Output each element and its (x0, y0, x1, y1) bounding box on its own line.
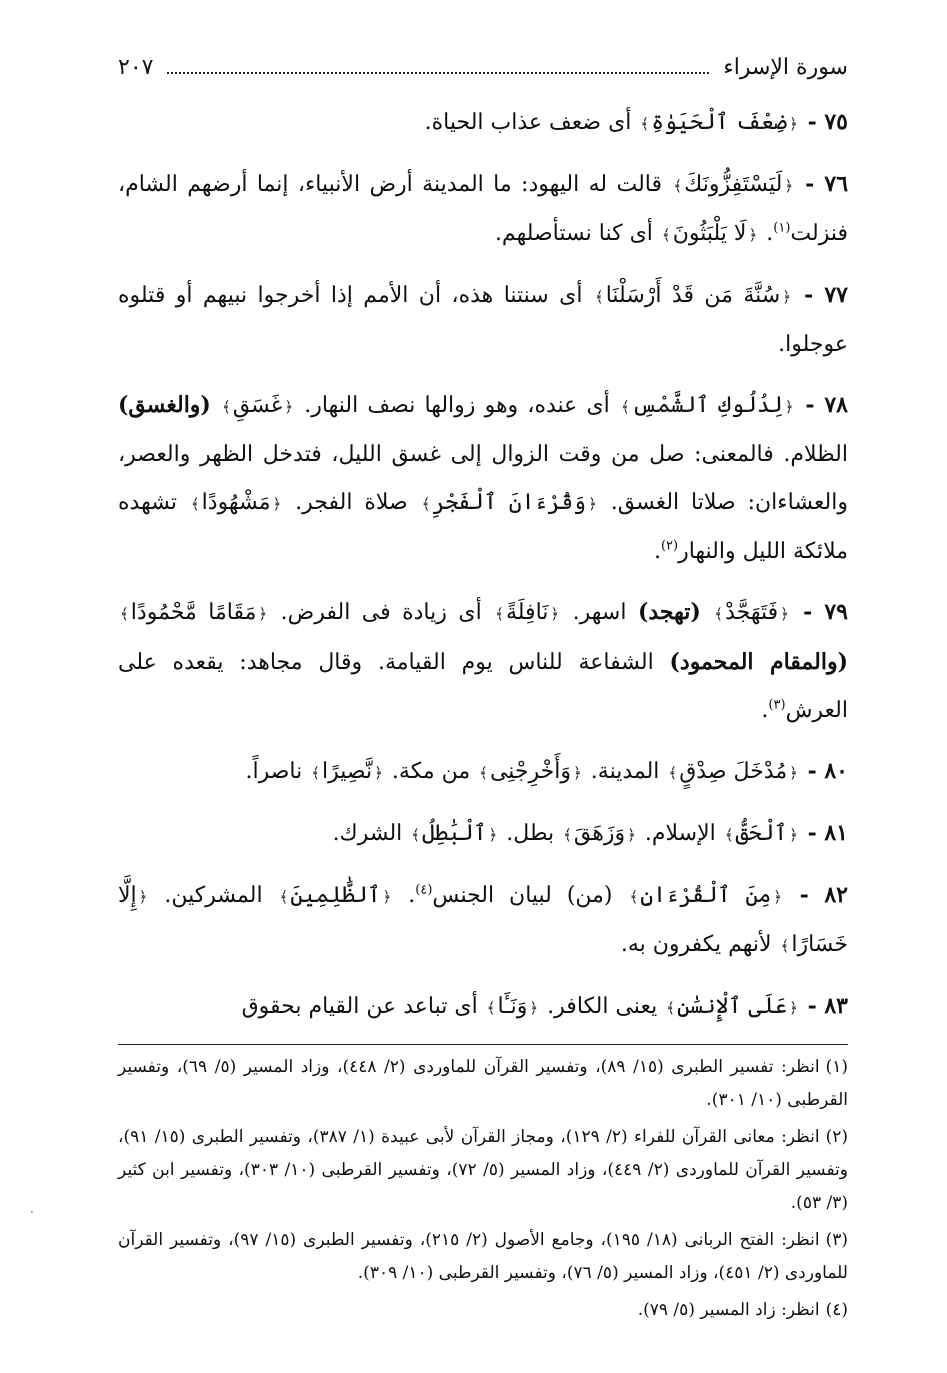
footnote-number: (٣) (825, 1230, 848, 1250)
entry-text: لأنهم يكفرون به. (620, 932, 779, 957)
ornate-bracket-close: ﴾ (411, 826, 421, 844)
ornate-bracket-open: ﴿ (382, 888, 392, 906)
entry-text (701, 600, 712, 625)
quran-quote (619, 393, 796, 418)
entry-80 (118, 747, 848, 797)
quran-quote (220, 393, 295, 418)
ornate-bracket-open: ﴿ (588, 495, 597, 513)
quran-quote (420, 490, 599, 515)
quran-text: عَلَى ٱلْإِنسَٰنِ (676, 994, 788, 1019)
quran-text: وَنَـَٔا (497, 994, 528, 1019)
quran-quote (638, 110, 800, 135)
book-page (118, 48, 848, 1331)
quran-text: نَافِلَةً (505, 600, 549, 625)
entry-text: الإسلام. (637, 821, 723, 846)
surah-title: سورة الإسراء (723, 55, 848, 80)
entry-76 (118, 160, 848, 259)
quran-quote (189, 490, 283, 515)
quran-quote (493, 600, 561, 625)
ornate-bracket-close: ﴾ (421, 495, 431, 513)
entry-text: أى تباعد عن القيام بحقوق (241, 994, 485, 1019)
quran-quote (593, 283, 793, 308)
ornate-bracket-open: ﴿ (784, 177, 794, 195)
quran-quote (485, 994, 541, 1019)
ornate-bracket-open: ﴿ (780, 605, 789, 623)
entry-number: ٧٦ - (795, 171, 849, 197)
quran-text: لِدُلُوكِ ٱلشَّمْسِ (631, 393, 783, 418)
page-number: ٢٠٧ (118, 55, 154, 80)
quran-quote (409, 821, 499, 846)
entry-78 (118, 381, 848, 576)
ornate-bracket-open: ﴿ (773, 888, 783, 906)
entry-number: ٨٠ - (799, 758, 848, 784)
ornate-bracket-open: ﴿ (748, 226, 758, 244)
entry-number: ٧٨ - (795, 392, 848, 418)
quran-quote (627, 883, 784, 908)
quran-quote (671, 172, 795, 197)
footnotes-section (118, 1051, 848, 1327)
quran-text: سُنَّةَ مَن قَدْ أَرْسَلْنَا (605, 283, 781, 308)
quran-text: ٱلْبَٰطِلُ (422, 821, 487, 846)
entry-79 (118, 588, 848, 735)
footnote-text: انظر: تفسير الطبرى (١٥/ ٨٩)، وتفسير القرآن للماوردى (٢/ ٤٤٨)، وزاد المسير (٥/ ٦٩)، وتفسير القرطبى (١٠/ ٣٠١). (118, 1057, 848, 1110)
ornate-bracket-open: ﴿ (789, 764, 798, 782)
entry-text: المدينة. (583, 759, 667, 784)
commentary-entries (118, 98, 848, 1032)
entry-text: اسهر. (561, 600, 638, 625)
ornate-bracket-close: ﴾ (495, 605, 504, 623)
entry-text: . (393, 883, 416, 908)
ornate-bracket-close: ﴾ (629, 888, 639, 906)
ornate-bracket-open: ﴿ (789, 999, 798, 1017)
page-header (118, 48, 848, 88)
entry-83 (118, 982, 848, 1032)
bold-term: (تهجد) (637, 599, 701, 625)
footnote-text: انظر: زاد المسير (٥/ ٧٩). (637, 1300, 820, 1320)
ornate-bracket-open: ﴿ (784, 398, 794, 416)
ornate-bracket-close: ﴾ (668, 764, 678, 782)
entry-text: أى سنتنا هذه، أن الأمم إذا أخرجوا نبيهم أو قتلوه عوجلوا. (118, 283, 848, 357)
entry-text (211, 393, 220, 418)
quran-text: ضِعْفَ ٱلْحَيَوٰةِ (651, 110, 788, 135)
footnote-ref: (١) (773, 220, 791, 236)
quran-quote (666, 759, 799, 784)
quran-quote (309, 759, 385, 784)
entry-text: صلاة الفجر. (283, 490, 420, 515)
footnote-number: (٢) (825, 1127, 849, 1147)
quran-quote (664, 994, 800, 1019)
ornate-bracket-open: ﴿ (258, 605, 268, 623)
ornate-bracket-open: ﴿ (782, 288, 792, 306)
quran-text: لَا يَلْبَثُونَ (672, 221, 747, 246)
quran-text: لَيَسْتَفِزُّونَكَ (684, 172, 783, 197)
margin-mark: · (30, 1205, 34, 1219)
quran-quote (477, 759, 584, 784)
ornate-bracket-close: ﴾ (594, 288, 604, 306)
entry-text: بطل. (499, 821, 562, 846)
ornate-bracket-open: ﴿ (284, 398, 294, 416)
ornate-bracket-close: ﴾ (479, 764, 488, 782)
quran-text: مَشْهُودًا (201, 490, 271, 515)
entry-text: الظلام. فالمعنى: صل من وقت الزوال إلى غسق الليل، فتدخل الظهر والعصر، والعشاءان: صلاتا الغسق. (118, 442, 848, 515)
quran-quote (712, 600, 791, 625)
ornate-bracket-close: ﴾ (222, 398, 231, 416)
entry-number: ٨١ - (799, 820, 848, 846)
ornate-bracket-close: ﴾ (620, 398, 630, 416)
entry-text: أى ضعف عذاب الحياة. (424, 110, 639, 135)
entry-text: يعنى الكافر. (540, 994, 665, 1019)
quran-text: وَأَخْرِجْنِى (489, 759, 571, 784)
entry-number: ٧٥ - (799, 109, 848, 135)
ornate-bracket-close: ﴾ (120, 605, 129, 623)
footnote-4 (118, 1294, 848, 1327)
footnote-3 (118, 1224, 848, 1290)
entry-text: المشركين. (149, 883, 278, 908)
ornate-bracket-open: ﴿ (272, 495, 282, 513)
entry-text: أى كنا نستأصلهم. (494, 221, 660, 246)
ornate-bracket-open: ﴿ (374, 764, 383, 782)
entry-81 (118, 809, 848, 859)
entry-text: (من) لبيان الجنس (432, 883, 628, 908)
quran-text: وَقُرْءَانَ ٱلْفَجْرِ (432, 490, 587, 515)
quran-text: مُدْخَلَ صِدْقٍ (679, 759, 788, 784)
quran-text: فَتَهَجَّدْ (725, 600, 779, 625)
ornate-bracket-close: ﴾ (311, 764, 321, 782)
ornate-bracket-close: ﴾ (640, 115, 650, 133)
entry-number: ٨٣ - (799, 993, 848, 1019)
entry-77 (118, 271, 848, 369)
ornate-bracket-open: ﴿ (488, 826, 498, 844)
quran-text: مَقَامًا مَّحْمُودًا (130, 600, 257, 625)
quran-quote (561, 821, 638, 846)
footnote-ref: (٤) (415, 882, 433, 898)
quran-quote (278, 883, 394, 908)
ornate-bracket-close: ﴾ (724, 826, 734, 844)
entry-text: ناصراً. (245, 759, 310, 784)
footnote-ref: (٣) (768, 697, 786, 713)
entry-text: . (653, 539, 661, 564)
quran-text: غَسَقِ (232, 393, 283, 418)
quran-text: ٱلظَّٰلِمِينَ (290, 883, 381, 908)
footnote-1 (118, 1051, 848, 1117)
entry-text: الشرك. (332, 821, 410, 846)
ornate-bracket-close: ﴾ (780, 937, 790, 955)
quran-text: نَّصِيرًا (322, 759, 373, 784)
ornate-bracket-close: ﴾ (563, 826, 572, 844)
ornate-bracket-open: ﴿ (789, 826, 798, 844)
quran-text: مِنَ ٱلْقُرْءَانِ (640, 883, 772, 908)
quran-quote (723, 821, 800, 846)
entry-text: من مكة. (384, 759, 478, 784)
ornate-bracket-close: ﴾ (714, 605, 724, 623)
entry-text: أى زيادة فى الفرض. (269, 600, 494, 625)
entry-number: ٧٩ - (790, 599, 848, 625)
ornate-bracket-close: ﴾ (279, 888, 289, 906)
entry-text: . (759, 221, 774, 246)
footnote-separator (118, 1044, 848, 1045)
entry-text: . (761, 698, 769, 723)
footnote-ref: (٢) (660, 538, 679, 554)
entry-text: أى عنده، وهو زوالها نصف النهار. (295, 393, 619, 418)
quran-text: ٱلْحَقُّ (735, 821, 788, 846)
entry-number: ٨٢ - (784, 882, 848, 908)
footnote-text: انظر: معانى القرآن للفراء (٢/ ١٢٩)، ومجاز القرآن لأبى عبيدة (١/ ٣٨٧)، وتفسير الطبرى (١٥/ ٩١)، وتفسير القرآن للماوردى (٢/ ٤٤٩)، وزاد المسير (٥/ ٧٢)، وتفسير القرطبى (١٠/ ٣٠٣)، وتفسير ابن كثير (٣/ ٥٣). (118, 1127, 848, 1213)
ornate-bracket-open: ﴿ (550, 605, 560, 623)
entry-text: قالت له اليهود: ما المدينة أرض الأنبياء، إنما أرضهم الشام، فنزلت (118, 172, 848, 246)
footnote-number: (١) (825, 1057, 848, 1077)
ornate-bracket-open: ﴿ (789, 115, 798, 133)
ornate-bracket-open: ﴿ (138, 888, 148, 906)
bold-term: (والمقام المحمود) (669, 649, 848, 675)
ornate-bracket-close: ﴾ (486, 999, 496, 1017)
entry-75 (118, 98, 848, 148)
footnote-text: انظر: الفتح الربانى (١٨/ ١٩٥)، وجامع الأصول (٢/ ٢١٥)، وتفسير الطبرى (١٥/ ٩٧)، وتفسير القرآن للماوردى (٢/ ٤٥١)، وزاد المسير (٥/ ٧٦)، وتفسير القرطبى (١٠/ ٣٠٩). (118, 1230, 848, 1283)
footnote-number: (٤) (825, 1300, 848, 1320)
entry-number: ٧٧ - (793, 282, 848, 308)
ornate-bracket-close: ﴾ (666, 999, 675, 1017)
ornate-bracket-open: ﴿ (573, 764, 582, 782)
ornate-bracket-close: ﴾ (661, 226, 671, 244)
entry-82 (118, 871, 848, 970)
bold-term: (والغسق) (118, 392, 211, 418)
ornate-bracket-close: ﴾ (190, 495, 200, 513)
ornate-bracket-close: ﴾ (673, 177, 683, 195)
ornate-bracket-open: ﴿ (529, 999, 539, 1017)
quran-text: وَزَهَقَ (573, 821, 626, 846)
entry-text: تشهده ملائكة الليل والنهار (118, 490, 848, 564)
header-dotted-leader (167, 72, 709, 74)
quran-quote (118, 600, 269, 625)
entry-text: الشفاعة للناس يوم القيامة. وقال مجاهد: يقعده على العرش (118, 650, 848, 723)
quran-quote (660, 221, 759, 246)
ornate-bracket-open: ﴿ (627, 826, 636, 844)
footnote-2 (118, 1121, 848, 1220)
quran-text: إِلَّا خَسَارًا (118, 883, 848, 957)
